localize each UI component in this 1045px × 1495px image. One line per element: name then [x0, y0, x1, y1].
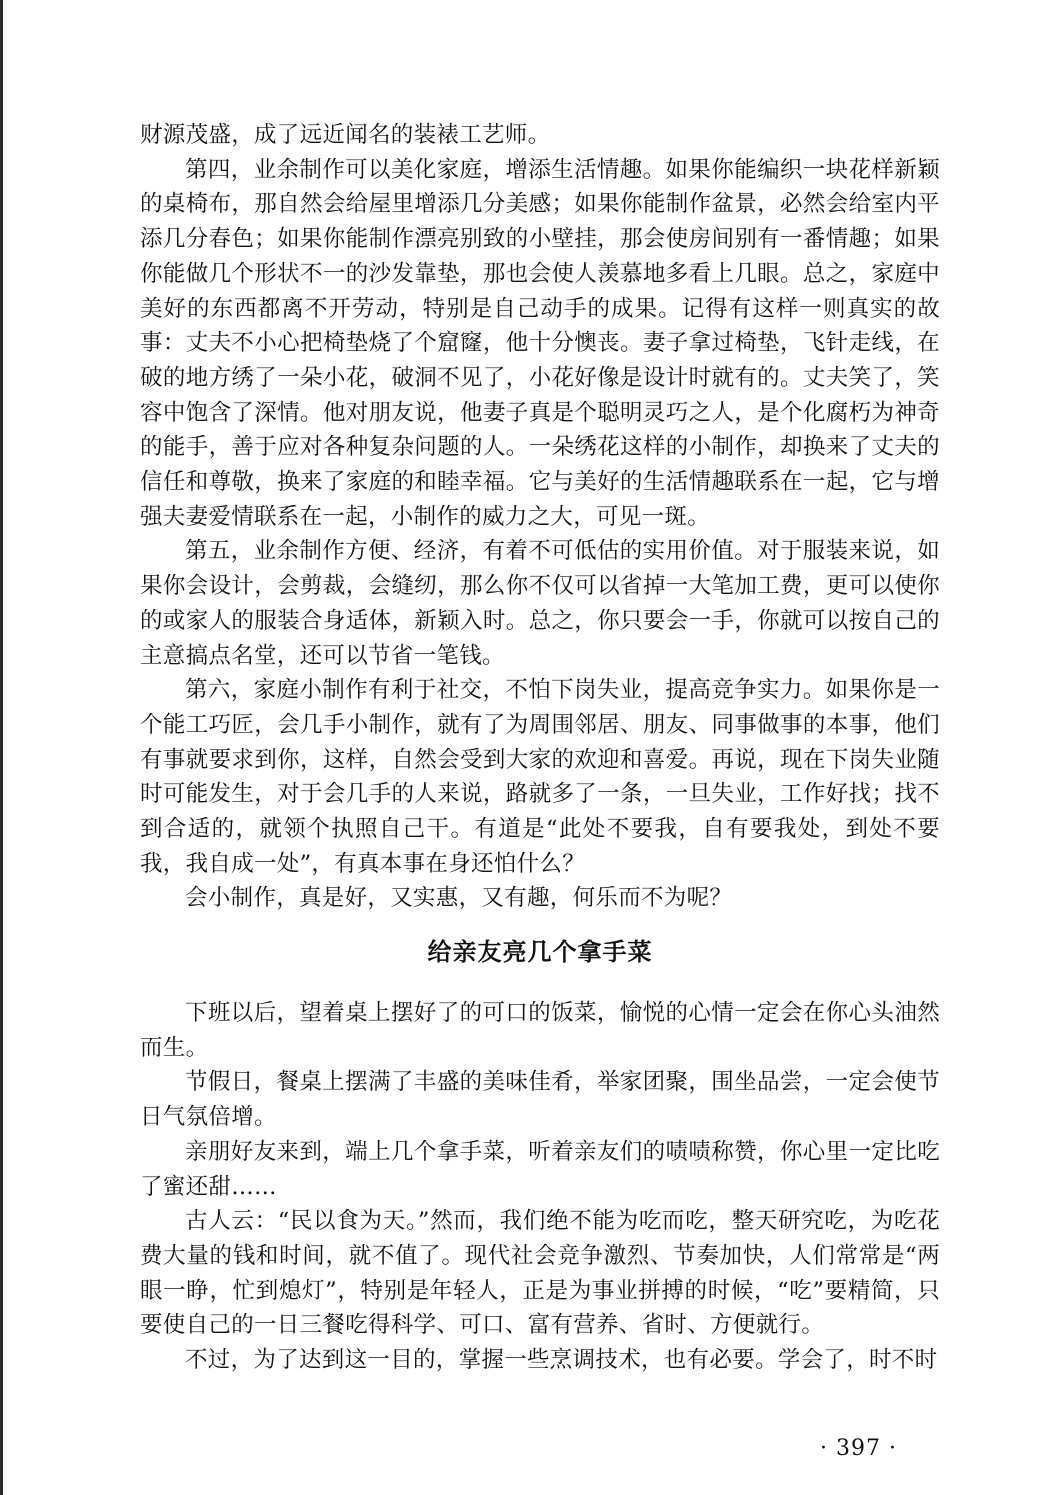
section-title: 给亲友亮几个拿手菜 — [427, 938, 653, 966]
paragraph-fourth: 第四，业余制作可以美化家庭，增添生活情趣。如果你能编织一块花样新颖的桌椅布，那自然会给屋里增添几分美感；如果你能制作盆景，必然会给室内平添几分春色；如果你能制作漂亮别致的小壁挂，那会使房间别有一番情趣；如果你能做几个形状不一的沙发靠垫，那也会使人羡慕地多看上几眼。总之，家庭中美好的东西都离不开劳动，特别是自己动手的成果。记得有这样一则真实的故事：丈夫不小心把椅垫烧了个窟窿，他十分懊丧。妻子拿过椅垫，飞针走线，在破的地方绣了一朵小花，破洞不见了，小花好像是设计时就有的。丈夫笑了，笑容中饱含了深情。他对朋友说，他妻子真是个聪明灵巧之人，是个化腐朽为神奇的能手，善于应对各种复杂问题的人。一朵绣花这样的小制作，却换来了丈夫的信任和尊敬，换来了家庭的和睦幸福。它与美好的生活情趣联系在一起，它与增强夫妻爱情联系在一起，小制作的威力之大，可见一斑。 — [140, 156, 940, 530]
page-number: · 397 · — [820, 1436, 897, 1461]
paragraph-continuation: 财源茂盛，成了远近闻名的装裱工艺师。 — [140, 122, 551, 148]
paragraph-however: 不过，为了达到这一目的，掌握一些烹调技术，也有必要。学会了，时不时 — [185, 1347, 938, 1374]
paragraph-friends: 亲朋好友来到，端上几个拿手菜，听着亲友们的啧啧称赞，你心里一定比吃了蜜还甜…… — [140, 1138, 940, 1200]
paragraph-fifth: 第五，业余制作方便、经济，有着不可低估的实用价值。对于服装来说，如果你会设计，会剪裁，会缝纫，那么你不仅可以省掉一大笔加工费，更可以使你的或家人的服装合身适体，新颖入时。总之，你只要会一手，你就可以按自己的主意搞点名堂，还可以节省一笔钱。 — [140, 538, 940, 669]
paragraph-ancients: 古人云：“民以食为天。”然而，我们绝不能为吃而吃，整天研究吃，为吃花费大量的钱和时间，就不值了。现代社会竞争激烈、节奏加快，人们常常是“两眼一睁，忙到熄灯”，特别是年轻人，正是为事业拼搏的时候，“吃”要精简，只要使自己的一日三餐吃得科学、可口、富有营养、省时、方便就行。 — [140, 1208, 940, 1339]
paragraph-sixth: 第六，家庭小制作有利于社交，不怕下岗失业，提高竞争实力。如果你是一个能工巧匠，会几手小制作，就有了为周围邻居、朋友、同事做事的本事，他们有事就要求到你，这样，自然会受到大家的欢迎和喜爱。再说，现在下岗失业随时可能发生，对于会几手的人来说，路就多了一条，一旦失业，工作好找；找不到合适的，就领个执照自己干。有道是“此处不要我，自有要我处，到处不要我，我自成一处”，有真本事在身还怕什么？ — [140, 677, 940, 877]
paragraph-holidays: 节假日，餐桌上摆满了丰盛的美味佳肴，举家团聚，围坐品尝，一定会使节日气氛倍增。 — [140, 1069, 940, 1131]
paragraph-conclusion: 会小制作，真是好，又实惠，又有趣，何乐而不为呢？ — [185, 885, 733, 912]
text-block-part1 — [140, 118, 940, 916]
page-edge — [0, 0, 3, 1495]
paragraph-after-work: 下班以后，望着桌上摆好了的可口的饭菜，愉悦的心情一定会在你心头油然而生。 — [140, 1000, 940, 1061]
text-block-part2 — [140, 996, 940, 1378]
